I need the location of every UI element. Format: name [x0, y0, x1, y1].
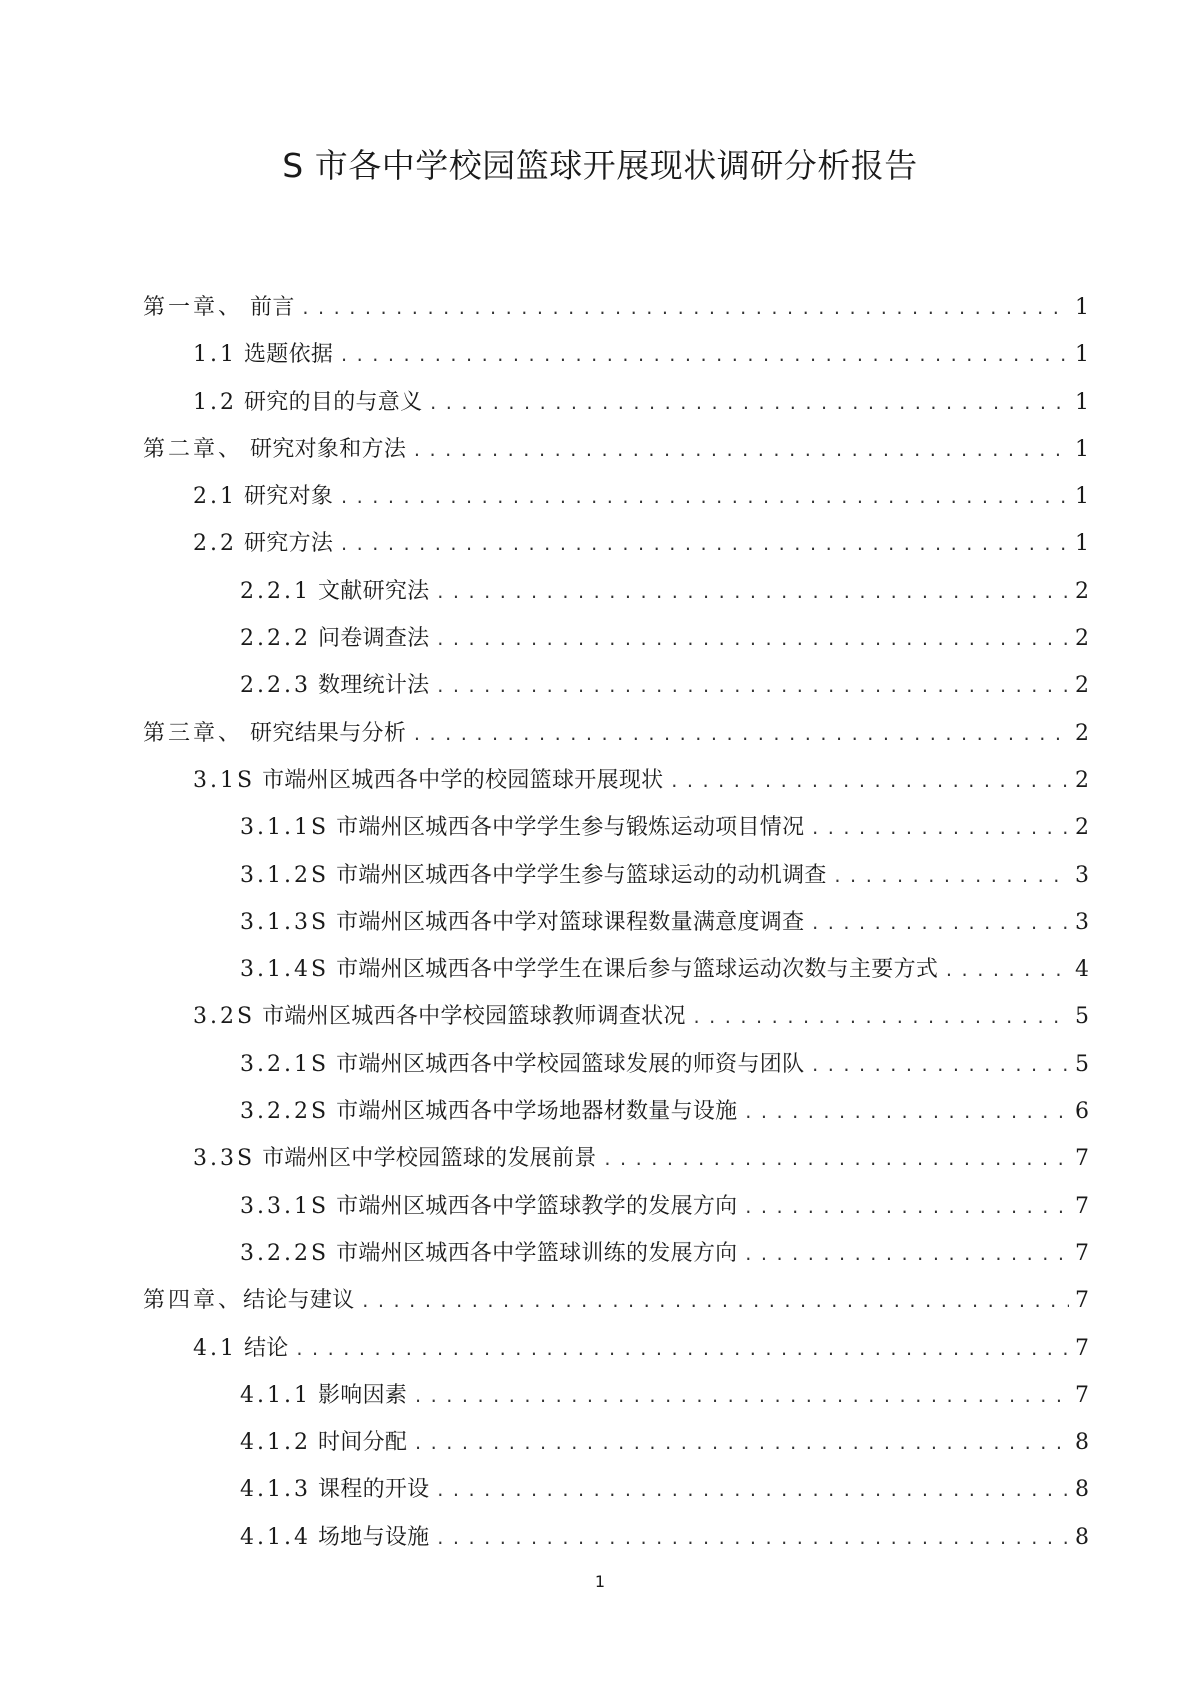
toc-entry[interactable] — [143, 432, 1089, 479]
toc-entry[interactable] — [143, 763, 1089, 810]
toc-page-number: 7 — [1075, 1288, 1089, 1314]
toc-entry[interactable] — [143, 858, 1089, 905]
toc-dot-leader — [944, 961, 1069, 980]
toc-number: 3.3.1S — [240, 1193, 330, 1219]
toc-entry[interactable] — [143, 1141, 1089, 1188]
toc-number: 第三章、 — [143, 720, 244, 746]
toc-dot-leader — [743, 1103, 1069, 1122]
toc-dot-leader — [810, 819, 1069, 838]
toc-entry[interactable] — [143, 1472, 1089, 1519]
toc-page-number: 2 — [1075, 815, 1089, 841]
toc-dot-leader — [301, 299, 1069, 318]
toc-number: 3.1S — [193, 767, 256, 793]
toc-entry[interactable] — [143, 290, 1089, 337]
toc-dot-leader — [810, 1056, 1069, 1075]
toc-number: 4.1 — [193, 1335, 237, 1361]
toc-dot-leader — [833, 867, 1069, 886]
toc-page-number: 7 — [1075, 1146, 1089, 1172]
toc-page-number: 3 — [1075, 909, 1089, 935]
toc-dot-leader — [669, 772, 1069, 791]
toc-label: 问卷调查法 — [317, 626, 430, 652]
toc-entry[interactable] — [143, 337, 1089, 384]
toc-number: 3.3S — [193, 1146, 256, 1172]
toc-page-number: 1 — [1075, 389, 1089, 415]
toc-number: 3.2.2S — [240, 1240, 330, 1266]
toc-dot-leader — [413, 1387, 1069, 1406]
toc-entry[interactable] — [143, 1047, 1089, 1094]
toc-label: 研究方法 — [244, 531, 334, 557]
toc-page-number: 2 — [1075, 578, 1089, 604]
toc-label: 场地与设施 — [317, 1524, 430, 1550]
toc-number: 2.2.3 — [240, 673, 311, 699]
toc-number: 3.2S — [193, 1004, 256, 1030]
toc-page-number: 2 — [1075, 720, 1089, 746]
toc-page-number: 1 — [1075, 342, 1089, 368]
toc-page-number: 7 — [1075, 1382, 1089, 1408]
toc-number: 第四章、 — [143, 1288, 244, 1314]
toc-dot-leader — [436, 630, 1070, 649]
toc-dot-leader — [412, 725, 1069, 744]
toc-page-number: 2 — [1075, 626, 1089, 652]
toc-page-number: 1 — [1075, 295, 1089, 320]
toc-entry[interactable] — [143, 1520, 1089, 1567]
toc-entry[interactable] — [143, 999, 1089, 1046]
toc-label: 数理统计法 — [317, 673, 430, 699]
toc-page-number: 8 — [1075, 1430, 1089, 1456]
toc-label: 市端州区城西各中学篮球教学的发展方向 — [336, 1193, 738, 1219]
toc-dot-leader — [743, 1198, 1069, 1217]
toc-dot-leader — [428, 394, 1069, 413]
toc-label: 结论 — [244, 1335, 289, 1361]
toc-entry[interactable] — [143, 385, 1089, 432]
toc-number: 2.1 — [193, 484, 237, 510]
toc-number: 1.2 — [193, 389, 237, 415]
toc-number: 2.2.1 — [240, 578, 311, 604]
toc-number: 2.2.2 — [240, 626, 311, 652]
toc-number: 3.2.2S — [240, 1099, 330, 1125]
toc-number: 1.1 — [193, 342, 237, 368]
toc-label: 市端州区城西各中学对篮球课程数量满意度调查 — [336, 909, 805, 935]
toc-label: 市端州区城西各中学学生在课后参与篮球运动次数与主要方式 — [336, 957, 939, 983]
toc-dot-leader — [339, 535, 1069, 554]
toc-label: 市端州区城西各中学场地器材数量与设施 — [336, 1099, 738, 1125]
toc-number: 4.1.4 — [240, 1524, 311, 1550]
toc-dot-leader — [339, 346, 1069, 365]
toc-dot-leader — [810, 914, 1069, 933]
toc-entry[interactable] — [143, 1425, 1089, 1472]
toc-page-number: 8 — [1075, 1524, 1089, 1550]
toc-page-number: 7 — [1075, 1335, 1089, 1361]
toc-entry[interactable] — [143, 905, 1089, 952]
toc-page-number: 5 — [1075, 1004, 1089, 1030]
toc-number: 3.2.1S — [240, 1051, 330, 1077]
toc-page-number: 2 — [1075, 767, 1089, 793]
toc-entry[interactable] — [143, 952, 1089, 999]
toc-label: 课程的开设 — [317, 1477, 430, 1503]
toc-label: 研究结果与分析 — [250, 720, 407, 746]
toc-label: 结论与建议 — [243, 1288, 355, 1314]
toc-dot-leader — [436, 583, 1070, 602]
toc-page-number: 5 — [1075, 1051, 1089, 1077]
toc-entry[interactable] — [143, 1094, 1089, 1141]
toc-label: 市端州区城西各中学校园篮球发展的师资与团队 — [336, 1051, 805, 1077]
toc-entry[interactable] — [143, 1331, 1089, 1378]
toc-label: 市端州区城西各中学校园篮球教师调查状况 — [262, 1004, 686, 1030]
toc-dot-leader — [295, 1340, 1069, 1359]
toc-entry[interactable] — [143, 810, 1089, 857]
toc-entry[interactable] — [143, 1189, 1089, 1236]
toc-entry[interactable] — [143, 1378, 1089, 1425]
page-number: 1 — [594, 1572, 606, 1591]
toc-entry[interactable] — [143, 621, 1089, 668]
toc-dot-leader — [436, 1529, 1070, 1548]
toc-dot-leader — [412, 441, 1069, 460]
toc-entry[interactable] — [143, 1236, 1089, 1283]
table-of-contents — [143, 290, 1089, 1567]
toc-dot-leader — [743, 1245, 1069, 1264]
toc-page-number: 1 — [1075, 531, 1089, 557]
toc-page-number: 8 — [1075, 1477, 1089, 1503]
toc-entry[interactable] — [143, 716, 1089, 763]
toc-number: 第一章、 — [143, 295, 244, 320]
toc-label: 前言 — [250, 295, 295, 320]
toc-dot-leader — [436, 1481, 1070, 1500]
toc-dot-leader — [413, 1434, 1069, 1453]
toc-label: 市端州区城西各中学的校园篮球开展现状 — [262, 767, 664, 793]
toc-label: 研究对象和方法 — [250, 436, 407, 462]
toc-number: 3.1.1S — [240, 815, 330, 841]
toc-dot-leader — [339, 488, 1069, 507]
toc-label: 研究对象 — [244, 484, 334, 510]
toc-page-number: 3 — [1075, 862, 1089, 888]
toc-page-number: 2 — [1075, 673, 1089, 699]
toc-page-number: 1 — [1075, 436, 1089, 462]
toc-entry[interactable] — [143, 479, 1089, 526]
toc-dot-leader — [692, 1008, 1069, 1027]
toc-entry[interactable] — [143, 1283, 1089, 1330]
toc-label: 影响因素 — [317, 1382, 408, 1408]
toc-number: 4.1.3 — [240, 1477, 311, 1503]
toc-number: 第二章、 — [143, 436, 244, 462]
toc-label: 选题依据 — [244, 342, 334, 368]
toc-page-number: 1 — [1075, 484, 1089, 510]
toc-number: 3.1.3S — [240, 909, 330, 935]
toc-label: 文献研究法 — [317, 578, 430, 604]
toc-dot-leader — [603, 1150, 1069, 1169]
toc-page-number: 7 — [1075, 1240, 1089, 1266]
toc-label: 时间分配 — [317, 1430, 408, 1456]
toc-label: 市端州区城西各中学学生参与锻炼运动项目情况 — [336, 815, 805, 841]
toc-number: 4.1.2 — [240, 1430, 311, 1456]
toc-page-number: 4 — [1075, 957, 1089, 983]
toc-number: 2.2 — [193, 531, 237, 557]
toc-entry[interactable] — [143, 574, 1089, 621]
toc-label: 市端州区中学校园篮球的发展前景 — [262, 1146, 597, 1172]
document-title: S 市各中学校园篮球开展现状调研分析报告 — [282, 146, 918, 185]
toc-entry[interactable] — [143, 526, 1089, 573]
toc-dot-leader — [436, 677, 1070, 696]
toc-label: 市端州区城西各中学学生参与篮球运动的动机调查 — [336, 862, 827, 888]
toc-number: 4.1.1 — [240, 1382, 311, 1408]
toc-entry[interactable] — [143, 668, 1089, 715]
toc-number: 3.1.4S — [240, 957, 330, 983]
toc-label: 市端州区城西各中学篮球训练的发展方向 — [336, 1240, 738, 1266]
toc-page-number: 6 — [1075, 1099, 1089, 1125]
toc-page-number: 7 — [1075, 1193, 1089, 1219]
toc-label: 研究的目的与意义 — [244, 389, 423, 415]
toc-dot-leader — [361, 1292, 1069, 1311]
toc-number: 3.1.2S — [240, 862, 330, 888]
